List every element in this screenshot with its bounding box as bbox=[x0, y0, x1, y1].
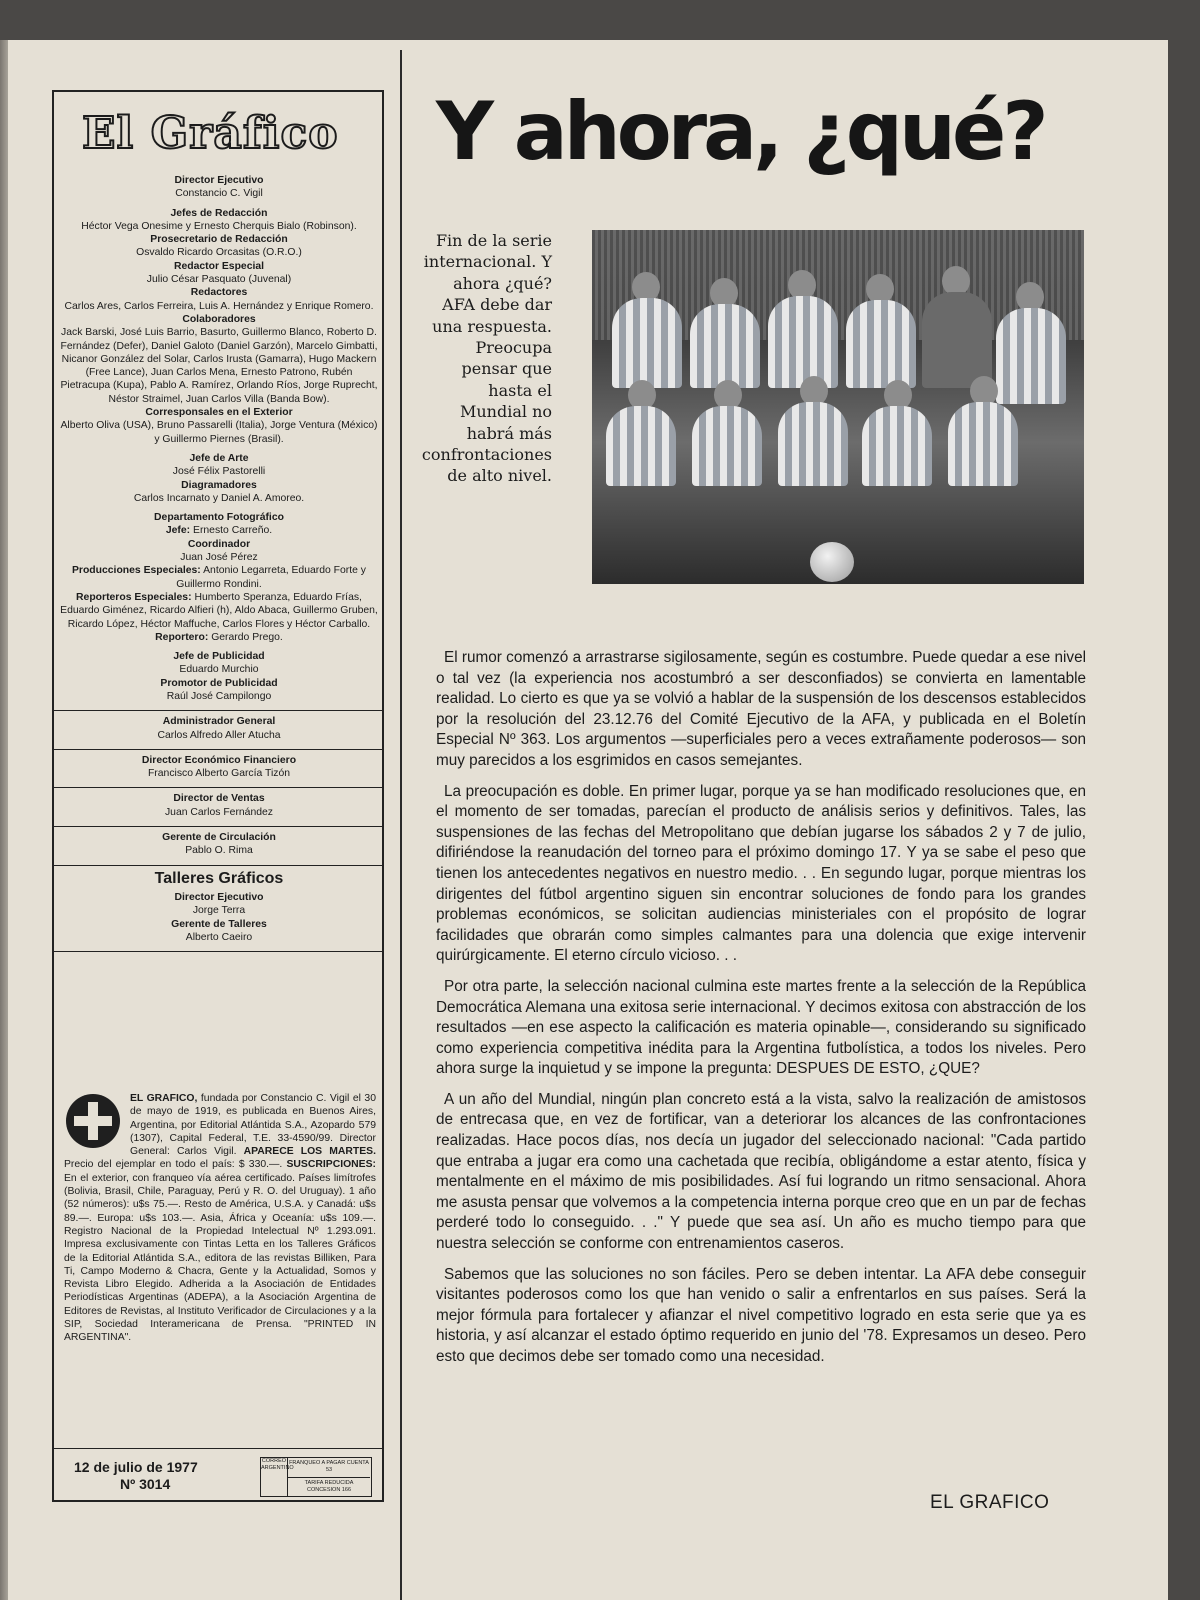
credit-names: Carlos Ares, Carlos Ferreira, Luis A. Hernández y Enrique Romero. bbox=[64, 300, 374, 312]
credit-label: Jefes de Redacción bbox=[170, 207, 268, 219]
staff-credits bbox=[60, 174, 378, 956]
issue-number: Nº 3014 bbox=[120, 1476, 171, 1492]
crouching-player bbox=[862, 406, 932, 486]
credit-line bbox=[60, 524, 378, 537]
credit-label: Jefe de Publicidad bbox=[173, 651, 265, 663]
standing-player bbox=[846, 300, 916, 388]
credit-label: Reporteros Especiales: bbox=[76, 591, 192, 603]
credit-line bbox=[60, 591, 378, 631]
credit-names: Francisco Alberto García Tizón bbox=[147, 768, 291, 780]
credit-label: Redactores bbox=[190, 287, 248, 299]
article-signature: EL GRAFICO bbox=[930, 1492, 1050, 1513]
imprint-text: fundada por Constancio C. Vigil el 30 de mayo de 1919, es publicada en Buenos Aires, Argentina, por Editorial Atlántida S.A., Azopardo 579 (1307), Capital Federal, T.E. 33-4590/99. Director General: Carlos Vigil. bbox=[130, 1093, 376, 1158]
credit-names: Constancio C. Vigil bbox=[175, 188, 263, 200]
credit-names: José Félix Pastorelli bbox=[172, 466, 266, 478]
section-rule bbox=[54, 787, 384, 788]
credit-names: Carlos Alfredo Aller Atucha bbox=[157, 729, 281, 741]
standing-player bbox=[996, 308, 1066, 404]
imprint-price: Precio del ejemplar en todo el país: $ 330.—. bbox=[64, 1159, 287, 1171]
crouching-player bbox=[606, 406, 676, 486]
imprint-subscriptions-label: SUSCRIPCIONES: bbox=[286, 1159, 376, 1171]
credit-label: Producciones Especiales: bbox=[71, 565, 201, 577]
el-grafico-logo: El Gráfico bbox=[82, 108, 339, 159]
column-divider bbox=[400, 50, 402, 1600]
article-paragraph: A un año del Mundial, ningún plan concreto está a la vista, salvo la realización de amistosos de entrecasa que, en vez de fortificar, van a deteriorar los alcances de las confrontaciones realizadas. Hace pocos días, nos decía un jugador del seleccionado nacional: "Cada partido que entraba a jugar era como una cachetada que recibía, obligándome a estar atento, física y mentalmente en el máximo de mis posibilidades. Así fui logrando un ritmo sensacional. Ahora me asusta pensar que volvemos a la competencia interna porque creo que en un par de fechas perderé todo lo conseguido. . ." Y puede que sea así. Un año es mucho tiempo para que nuestra selección se conforme con entrenamientos caseros. bbox=[436, 1090, 1086, 1253]
credit-names: Alberto Oliva (USA), Bruno Passarelli (Italia), Jorge Ventura (México) y Guillermo Piernes (Brasil). bbox=[60, 420, 378, 445]
section-rule bbox=[54, 951, 384, 952]
imprint-schedule: APARECE LOS MARTES. bbox=[243, 1146, 376, 1158]
credit-names: Pablo O. Rima bbox=[185, 845, 253, 857]
standing-player bbox=[612, 298, 682, 388]
team-photo bbox=[592, 230, 1084, 584]
credit-names: Juan José Pérez bbox=[180, 552, 258, 564]
postage-stamp-side: CORREO ARGENTINO bbox=[261, 1458, 288, 1496]
credit-names: Jack Barski, José Luis Barrio, Basurto, Guillermo Blanco, Roberto D. Fernández (Defer), Daniel Galoto (Daniel Garzón), Marcelo Gimbatti, Nicanor González del Solar, Carlos Irusta (Gamarra), Hugo Mackern (Free Lance), Juan Carlos Mena, Ernesto Patrono, Rubén Pietracupa (Kupa), Pablo A. Ramírez, Orlando Ríos, Jorge Ruprecht, Néstor Straimel, Juan Carlos Villa (Banda Bow). bbox=[60, 327, 378, 405]
article-body bbox=[436, 648, 1086, 1378]
credit-label: Jefe de Arte bbox=[189, 452, 249, 464]
credit-label: Reportero: bbox=[155, 631, 209, 643]
issue-footer bbox=[54, 1448, 382, 1501]
section-rule bbox=[54, 865, 384, 866]
credit-names: Osvaldo Ricardo Orcasitas (O.R.O.) bbox=[136, 247, 302, 259]
postage-stamp-bottom: TARIFA REDUCIDA CONCESION 166 bbox=[288, 1477, 370, 1494]
article-headline: Y ahora, ¿qué? bbox=[436, 85, 1045, 178]
photo-caption: Fin de la serie internacional. Y ahora ¿qué? AFA debe dar una respuesta. Preocupa pensar que hasta el Mundial no habrá más confrontaciones de alto nivel. bbox=[421, 231, 552, 486]
section-rule bbox=[54, 710, 384, 711]
credit-label: Jefe: bbox=[165, 525, 191, 537]
credit-label: Prosecretario de Redacción bbox=[150, 234, 288, 246]
standing-player bbox=[690, 304, 760, 388]
credit-line bbox=[60, 564, 378, 591]
credit-label: Coordinador bbox=[187, 538, 251, 550]
credit-label: Gerente de Circulación bbox=[162, 832, 276, 844]
issue-date: 12 de julio de 1977 bbox=[74, 1459, 198, 1475]
postage-stamp-top: FRANQUEO A PAGAR CUENTA 53 bbox=[289, 1460, 369, 1473]
credit-names: Alberto Caeiro bbox=[185, 931, 253, 943]
credit-label: Director Económico Financiero bbox=[141, 754, 297, 766]
goalkeeper bbox=[922, 292, 992, 388]
credit-label: Corresponsales en el Exterior bbox=[145, 407, 293, 419]
credit-names: Gerardo Prego. bbox=[211, 631, 283, 643]
article-paragraph: Por otra parte, la selección nacional culmina este martes frente a la selección de la República Democrática Alemana una exitosa serie internacional. Y decimos exitosa con abstracción de los resultados —en ese aspecto la calificación es materia opinable—, considerando su significado como experiencia competitiva inédita para la Argentina futbolística, a todos los niveles. Pero ahora surge la inquietud y se impone la pregunta: DESPUES DE ESTO, ¿QUE? bbox=[436, 977, 1086, 1078]
crouching-player bbox=[778, 402, 848, 486]
credit-names: Humberto Speranza, Eduardo Frías, Eduardo Giménez, Ricardo Alfieri (h), Aldo Abaca, Guillermo Gruben, Ricardo López, Héctor Maffuche, Carlos Flores y Héctor Carballo. bbox=[60, 591, 378, 630]
credit-names: Antonio Legarreta, Eduardo Forte y Guillermo Rondini. bbox=[176, 565, 366, 590]
credit-names: Jorge Terra bbox=[192, 905, 246, 917]
credit-names: Carlos Incarnato y Daniel A. Amoreo. bbox=[133, 492, 305, 504]
credit-label: Administrador General bbox=[162, 716, 276, 728]
credit-names: Eduardo Murchio bbox=[179, 664, 259, 676]
talleres-title: Talleres Gráficos bbox=[154, 869, 284, 887]
standing-player bbox=[768, 296, 838, 388]
crouching-player bbox=[692, 406, 762, 486]
section-rule bbox=[54, 826, 384, 827]
credit-names: Ernesto Carreño. bbox=[193, 525, 273, 537]
article-paragraph: La preocupación es doble. En primer lugar, porque ya se han modificado resoluciones que, en el momento de ser tomadas, parecían el producto de análisis serios y definitivos. Tales, las suspensiones de las fechas del Metropolitano que debían jugarse los sábados 2 y 7 de julio, difiriéndose la reanudación del torneo para el próximo domingo 17. Y ya se sabe el peso que tienen los antecedentes negativos en nuestro medio. . . En segundo lugar, porque mientras los dirigentes del fútbol argentino siguen sin encontrar soluciones de fondo para los grandes problemas económicos, se solicitan audiencias ministeriales con el propósito de lograr facilidades que obrarán como simples calmantes para una dolencia que exige intervenir quirúrgicamente. El eterno círculo vicioso. . . bbox=[436, 782, 1086, 965]
credit-names: Julio César Pasquato (Juvenal) bbox=[146, 274, 292, 286]
section-rule bbox=[54, 749, 384, 750]
article-paragraph: El rumor comenzó a arrastrarse sigilosamente, según es costumbre. Puede quedar a ese nivel o tal vez (la experiencia nos acostumbró a ser desconfiados) se convierta en lamentable realidad. Lo cierto es que ya se volvió a hablar de la suspensión de los descensos establecidos por la resolución del 23.12.76 del Comité Ejecutivo de la AFA, y publicada en el Boletín Especial Nº 363. Los argumentos —superficiales pero a veces extrañamente poderosos— son muy parecidos a los esgrimidos en casos semejantes. bbox=[436, 649, 1086, 769]
credit-label: Director Ejecutivo bbox=[174, 175, 264, 186]
imprint-lead: EL GRAFICO, bbox=[130, 1093, 198, 1104]
credit-label: Departamento Fotográfico bbox=[154, 512, 284, 524]
football bbox=[810, 542, 854, 582]
credit-label: Director de Ventas bbox=[173, 793, 265, 805]
credit-label: Director Ejecutivo bbox=[174, 891, 264, 903]
imprint-subscriptions: En el exterior, con franqueo vía aérea certificado. Países limítrofes (Bolivia, Brasil, Chile, Paraguay, Perú y R. O. del Uruguay). 1 año (52 números): u$s 75.—. Resto de América, U.S.A. y Canadá: u$s 89.—. Europa: u$s 103.—. Asia, África y Oceanía: u$s 109.—. Registro Nacional de la Propiedad Intelectual Nº 1.293.091. Impresa exclusivamente con Tintas Letta en los Talleres Gráficos de la Editorial Atlántida S.A., editora de las revistas Billiken, Para Ti, Campo Moderno & Chacra, Gente y la Actualidad, Somos y Revista Libro Elegido. Adherida a la Asociación de Entidades Periodísticas Argentinas (ADEPA), a la Asociación Argentina de Editores de Revistas, al Instituto Verificador de Circulaciones y a la SIP, Sociedad Interamericana de Prensa. "PRINTED IN ARGENTINA". bbox=[64, 1172, 376, 1344]
crouching-player bbox=[948, 402, 1018, 486]
credit-line bbox=[60, 631, 378, 644]
postage-stamp bbox=[260, 1457, 372, 1497]
credit-label: Gerente de Talleres bbox=[171, 918, 267, 930]
editorial-atlantida-logo-icon bbox=[66, 1094, 120, 1148]
credit-names: Juan Carlos Fernández bbox=[164, 806, 273, 818]
article-paragraph: Sabemos que las soluciones no son fáciles. Pero se deben intentar. La AFA debe conseguir visitantes poderosos como los que han venido o salir a enfrentarlos en sus países. Será la mejor fórmula para fortalecer y afianzar el nivel competitivo logrado en esta serie que ya es historia, y así alcanzar el estado óptimo requerido en junio del '78. Expresamos un deseo. Pero esto que decimos debe ser tomado como una necesidad. bbox=[436, 1265, 1086, 1365]
credit-label: Diagramadores bbox=[181, 479, 257, 491]
credit-label: Colaboradores bbox=[182, 313, 256, 325]
imprint-notice bbox=[64, 1092, 376, 1345]
credit-names: Raúl José Campilongo bbox=[166, 690, 272, 702]
credit-names: Héctor Vega Onesime y Ernesto Cherquis Bialo (Robinson). bbox=[81, 220, 357, 232]
credit-label: Redactor Especial bbox=[173, 260, 265, 272]
masthead-box bbox=[52, 90, 384, 1502]
credit-label: Promotor de Publicidad bbox=[160, 677, 278, 689]
